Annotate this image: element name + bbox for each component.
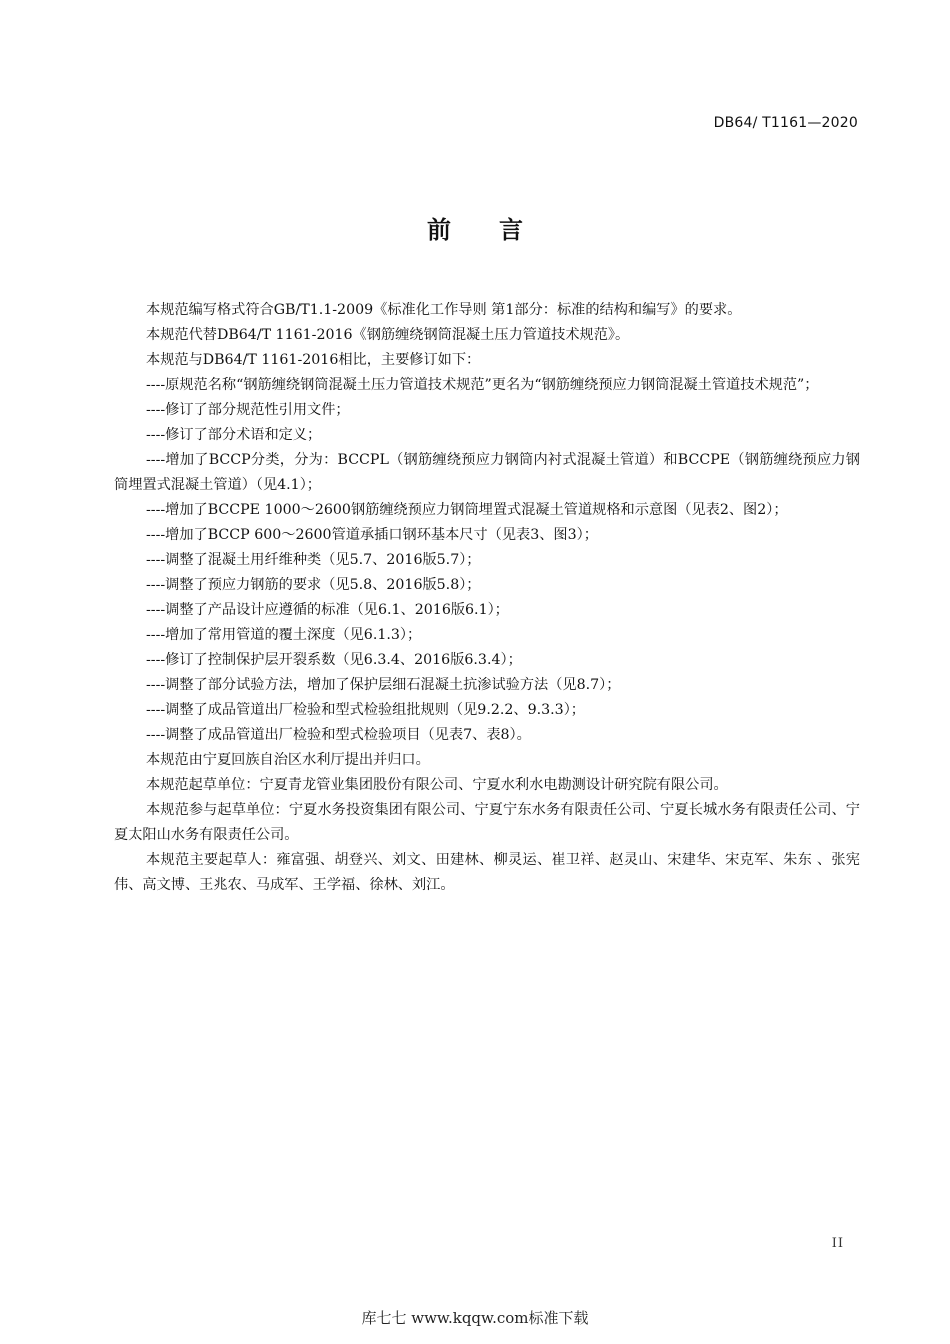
foreword-body <box>114 298 860 898</box>
paragraph: 本规范参与起草单位：宁夏水务投资集团有限公司、宁夏宁东水务有限责任公司、宁夏长城水务有限责任公司、宁夏太阳山水务有限责任公司。 <box>114 802 860 843</box>
revision-item: ----增加了BCCPE 1000～2600钢筋缠绕预应力钢筒埋置式混凝土管道规格和示意图（见表2、图2）； <box>146 502 788 518</box>
paragraph: 本规范与DB64/T 1161-2016相比，主要修订如下： <box>146 352 481 368</box>
paragraph: 本规范起草单位：宁夏青龙管业集团股份有限公司、宁夏水利水电勘测设计研究院有限公司。 <box>146 777 728 793</box>
page-title: 前言 <box>427 216 571 244</box>
revision-item: ----调整了部分试验方法，增加了保护层细石混凝土抗渗试验方法（见8.7）； <box>146 677 621 693</box>
document-code: DB64/ T1161—2020 <box>713 115 858 131</box>
paragraph: 本规范由宁夏回族自治区水利厅提出并归口。 <box>146 752 430 768</box>
paragraph: 本规范代替DB64/T 1161-2016《钢筋缠绕钢筒混凝土压力管道技术规范》。 <box>146 327 630 343</box>
revision-item: ----修订了部分术语和定义； <box>146 427 322 443</box>
revision-item: ----调整了产品设计应遵循的标准（见6.1、2016版6.1）； <box>146 602 509 618</box>
revision-item: ----调整了成品管道出厂检验和型式检验组批规则（见9.2.2、9.3.3）； <box>146 702 585 718</box>
paragraph: 本规范主要起草人：雍富强、胡登兴、刘文、田建林、柳灵运、崔卫祥、赵灵山、宋建华、宋克军、朱东 、张宪伟、高文博、王兆农、马成军、王学福、徐林、刘江。 <box>114 852 860 893</box>
revision-item: ----原规范名称“钢筋缠绕钢筒混凝土压力管道技术规范”更名为“钢筋缠绕预应力钢筒混凝土管道技术规范”； <box>146 377 819 393</box>
revision-item: ----增加了BCCP分类，分为：BCCPL（钢筋缠绕预应力钢筒内衬式混凝土管道）和BCCPE（钢筋缠绕预应力钢筒埋置式混凝土管道）（见4.1）； <box>114 452 860 493</box>
revision-item: ----修订了部分规范性引用文件； <box>146 402 350 418</box>
revision-item: ----增加了常用管道的覆土深度（见6.1.3）； <box>146 627 422 643</box>
revision-item: ----调整了混凝土用纤维种类（见5.7、2016版5.7）； <box>146 552 481 568</box>
revision-item: ----修订了控制保护层开裂系数（见6.3.4、2016版6.3.4）； <box>146 652 522 668</box>
page-number: II <box>831 1236 844 1251</box>
footer-watermark: 库七七 www.kqqw.com标准下载 <box>361 1309 589 1327</box>
revision-item: ----调整了预应力钢筋的要求（见5.8、2016版5.8）； <box>146 577 481 593</box>
paragraph: 本规范编写格式符合GB/T1.1-2009《标准化工作导则 第1部分：标准的结构和编写》的要求。 <box>146 302 742 318</box>
revision-item: ----调整了成品管道出厂检验和型式检验项目（见表7、表8）。 <box>146 727 531 743</box>
revision-item: ----增加了BCCP 600～2600管道承插口钢环基本尺寸（见表3、图3）； <box>146 527 598 543</box>
